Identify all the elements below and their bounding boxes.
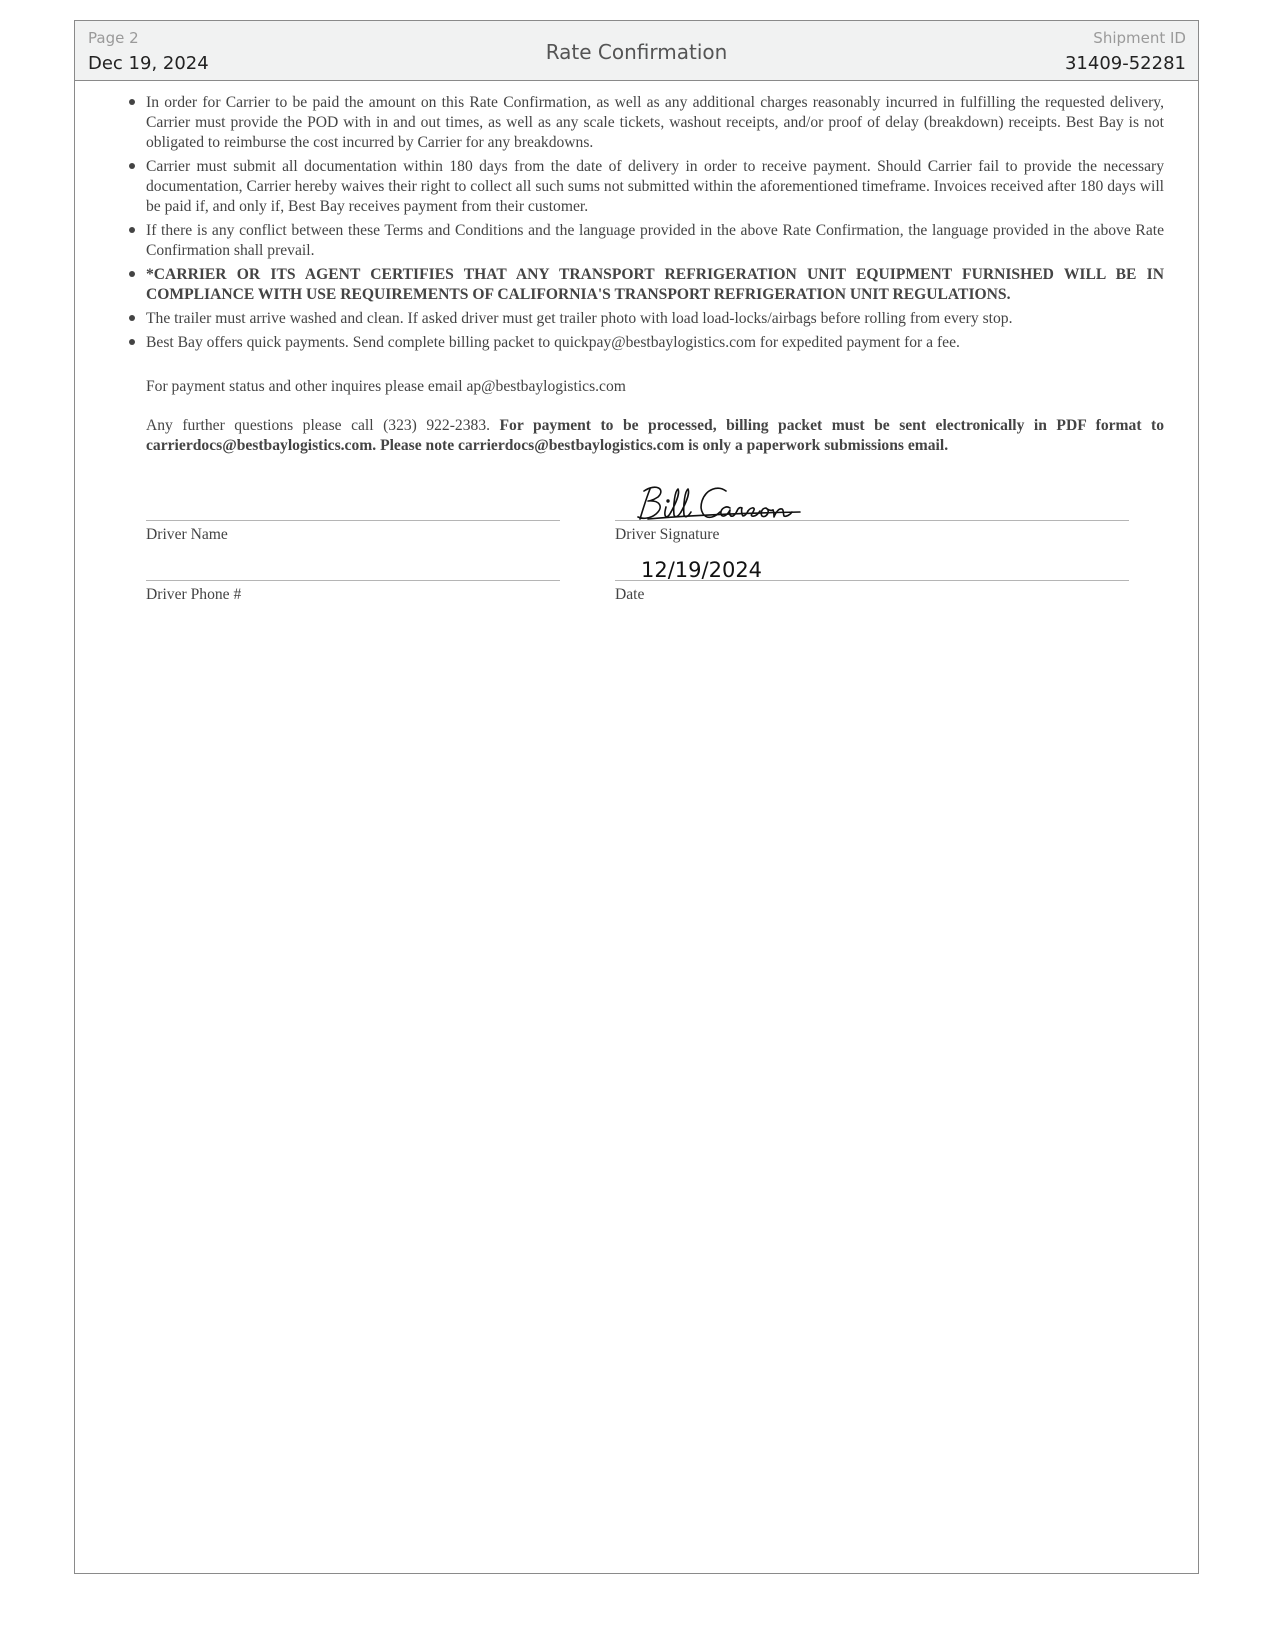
term-item: Best Bay offers quick payments. Send complete billing packet to quickpay@bestbaylogistics.com for expedited payment for a fee. [146, 333, 1164, 353]
driver-phone-line [146, 580, 560, 581]
shipment-id-label: Shipment ID [1093, 29, 1186, 47]
header-date: Dec 19, 2024 [88, 53, 209, 74]
driver-name-label: Driver Name [146, 526, 228, 543]
shipment-id: 31409-52281 [1064, 53, 1186, 74]
page-frame [74, 20, 1199, 1574]
handwritten-signature [630, 481, 830, 525]
terms-list [146, 93, 1164, 357]
term-item: In order for Carrier to be paid the amount on this Rate Confirmation, as well as any additional charges reasonably incurred in fulfilling the requested delivery, Carrier must provide the POD with in and out times, as well as any scale tickets, washout receipts, and/or proof of delay (breakdown) receipts. Best Bay is not obligated to reimburse the cost incurred by Carrier for any breakdowns. [146, 94, 1164, 151]
driver-signature-label: Driver Signature [615, 526, 720, 543]
term-item: Carrier must submit all documentation within 180 days from the date of delivery in order to receive payment. Should Carrier fail to provide the necessary documentation, Carrier hereby waives their right to collect all such sums not submitted within the aforementioned timeframe. Invoices received after 180 days will be paid if, and only if, Best Bay receives payment from their customer. [146, 158, 1164, 215]
document-title: Rate Confirmation [545, 40, 728, 64]
payment-status-text: For payment status and other inquires please email ap@bestbaylogistics.com [146, 378, 626, 395]
term-item: If there is any conflict between these Terms and Conditions and the language provided in the above Rate Confirmation, the language provided in the above Rate Confirmation shall prevail. [146, 222, 1164, 259]
questions-bold: For payment to be processed, billing packet must be sent electronically in PDF format to carrierdocs@bestbaylogistics.com. Please note carrierdocs@bestbaylogistics.com is only a paperwork submissions email. [146, 417, 1164, 454]
driver-name-line [146, 520, 560, 521]
page-number: Page 2 [88, 29, 139, 47]
questions-intro: Any further questions please call (323) 922-2383. [146, 417, 500, 434]
term-item-tru-certification: *CARRIER OR ITS AGENT CERTIFIES THAT ANY TRANSPORT REFRIGERATION UNIT EQUIPMENT FURNISHED WILL BE IN COMPLIANCE WITH USE REQUIREMENTS OF CALIFORNIA'S TRANSPORT REFRIGERATION UNIT REGULATIONS. [146, 266, 1164, 303]
driver-phone-label: Driver Phone # [146, 586, 242, 603]
page-header [75, 21, 1198, 81]
questions-text [146, 416, 1164, 456]
date-value: 12/19/2024 [641, 558, 763, 582]
term-item: The trailer must arrive washed and clean. If asked driver must get trailer photo with load load-locks/airbags before rolling from every stop. [146, 309, 1164, 329]
date-label: Date [615, 586, 645, 603]
